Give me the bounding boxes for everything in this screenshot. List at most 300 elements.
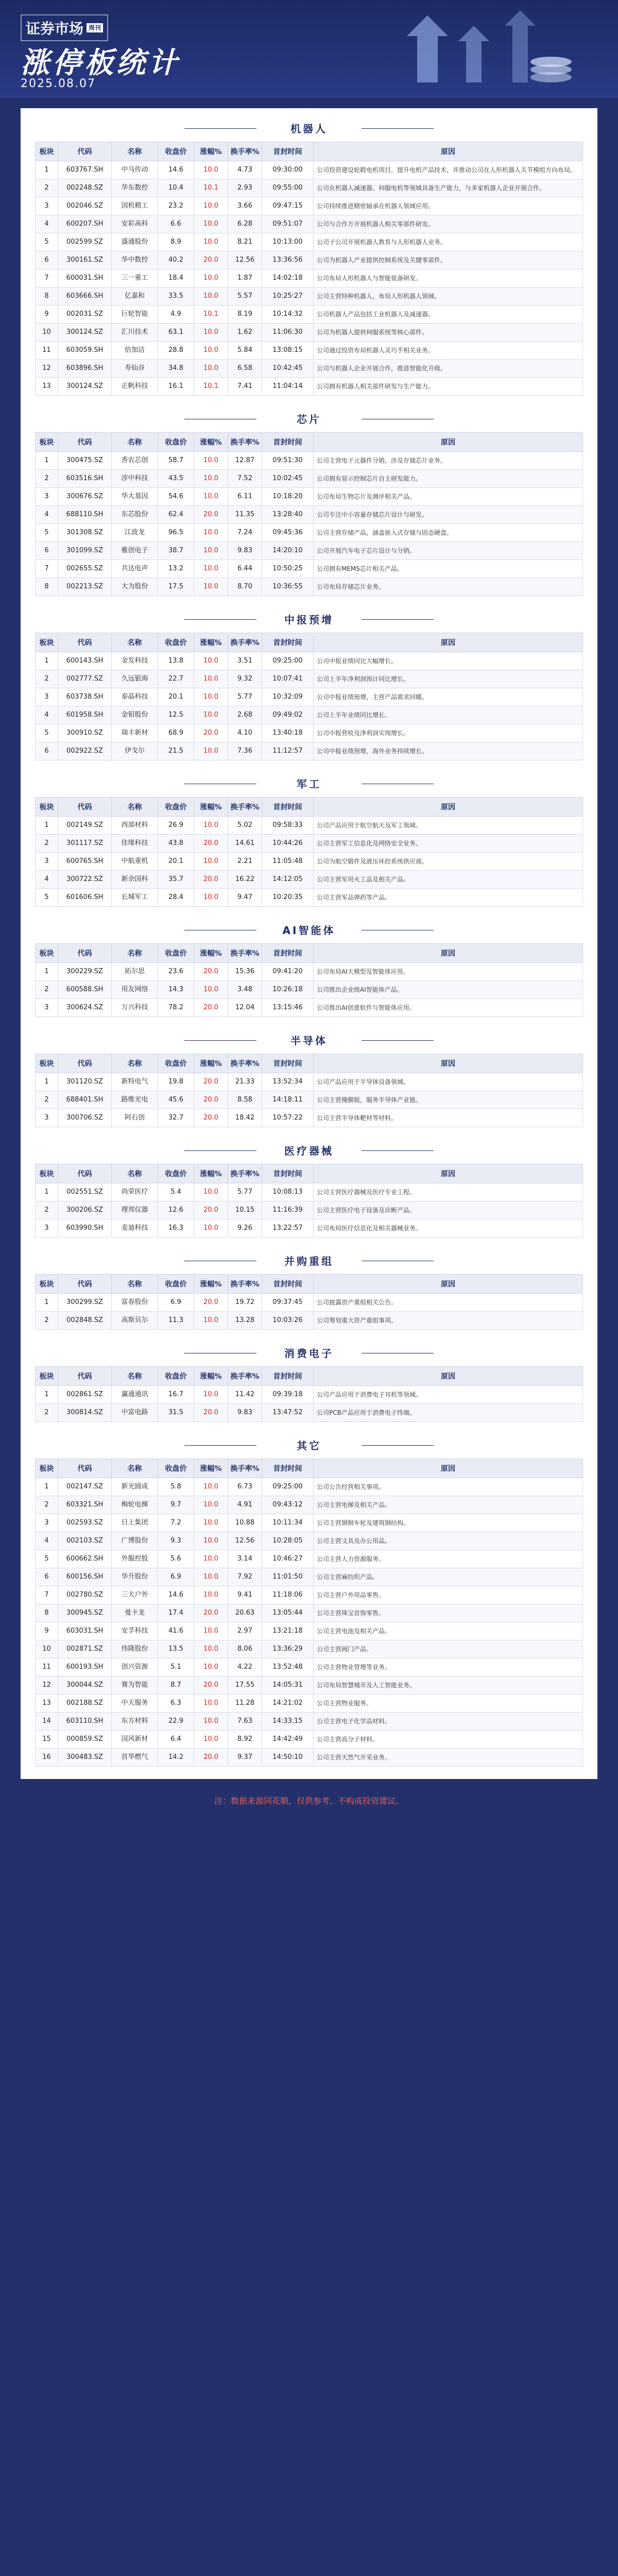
column-header: 换手率% — [228, 1054, 262, 1073]
change-pct: 10.0 — [194, 1183, 228, 1201]
table-row — [36, 853, 583, 871]
stock-name: 正帆科技 — [112, 378, 158, 396]
close-price: 32.7 — [158, 1109, 194, 1127]
first-seal-time: 14:42:49 — [262, 1731, 314, 1749]
stock-name: 曼卡龙 — [112, 1604, 158, 1622]
stock-name: 东芯股份 — [112, 506, 158, 524]
stock-code: 002655.SZ — [58, 560, 112, 578]
stock-code: 300706.SZ — [58, 1109, 112, 1127]
stock-code: 300206.SZ — [58, 1201, 112, 1219]
stock-name: 高斯贝尔 — [112, 1312, 158, 1330]
reason-text: 公司推出企业级AI智能体产品。 — [314, 981, 583, 999]
stock-code: 002780.SZ — [58, 1586, 112, 1604]
close-price: 6.9 — [158, 1294, 194, 1312]
table-row — [36, 1073, 583, 1091]
reason-text: 公司主营户外用品零售。 — [314, 1586, 583, 1604]
table-header-row — [36, 1275, 583, 1294]
stock-name: 中富电路 — [112, 1404, 158, 1422]
stock-name: 伊戈尔 — [112, 742, 158, 760]
change-pct: 20.0 — [194, 1749, 228, 1767]
stock-name: 寿仙谷 — [112, 360, 158, 378]
turnover-rate: 11.42 — [228, 1386, 262, 1404]
reason-text: 公司公告经营相关事项。 — [314, 1478, 583, 1496]
change-pct: 20.0 — [194, 1073, 228, 1091]
reason-text: 公司中报业绩预增，海外业务持续增长。 — [314, 742, 583, 760]
turnover-rate: 5.84 — [228, 342, 262, 360]
table-row — [36, 1514, 583, 1532]
table-row — [36, 215, 583, 233]
turnover-rate: 9.32 — [228, 670, 262, 688]
change-pct: 10.0 — [194, 670, 228, 688]
turnover-rate: 2.97 — [228, 1622, 262, 1640]
table-row — [36, 1386, 583, 1404]
limit-up-table — [35, 633, 583, 760]
table-row — [36, 652, 583, 670]
reason-text: 公司开展汽车电子芯片设计与分销。 — [314, 542, 583, 560]
turnover-rate: 9.37 — [228, 1749, 262, 1767]
turnover-rate: 12.04 — [228, 999, 262, 1017]
stock-name: 巨轮智能 — [112, 306, 158, 324]
table-row — [36, 1568, 583, 1586]
first-seal-time: 14:20:10 — [262, 542, 314, 560]
change-pct: 10.0 — [194, 269, 228, 287]
row-index: 1 — [36, 1183, 58, 1201]
section-block — [35, 605, 583, 760]
column-header: 首封时间 — [262, 944, 314, 963]
column-header: 名称 — [112, 1275, 158, 1294]
turnover-rate: 4.10 — [228, 724, 262, 742]
column-header: 代码 — [58, 1459, 112, 1478]
row-index: 3 — [36, 1109, 58, 1127]
table-header-row — [36, 633, 583, 652]
column-header: 名称 — [112, 1459, 158, 1478]
change-pct: 10.0 — [194, 488, 228, 506]
close-price: 54.6 — [158, 488, 194, 506]
column-header: 代码 — [58, 1367, 112, 1386]
change-pct: 10.0 — [194, 1386, 228, 1404]
turnover-rate: 8.19 — [228, 306, 262, 324]
close-price: 22.9 — [158, 1713, 194, 1731]
reason-text: 公司筹划重大资产重组事项。 — [314, 1312, 583, 1330]
table-row — [36, 1219, 583, 1238]
stock-name: 理邦仪器 — [112, 1201, 158, 1219]
table-row — [36, 251, 583, 269]
column-header: 收盘价 — [158, 1275, 194, 1294]
first-seal-time: 14:12:05 — [262, 871, 314, 889]
logo — [21, 14, 108, 41]
turnover-rate: 9.26 — [228, 1219, 262, 1238]
reason-text: 公司在机器人减速器、伺服电机等领域具备生产能力，与多家机器人企业开展合作。 — [314, 179, 583, 197]
first-seal-time: 11:05:48 — [262, 853, 314, 871]
change-pct: 10.0 — [194, 1532, 228, 1550]
section-title: 其它 — [35, 1431, 583, 1459]
row-index: 1 — [36, 963, 58, 981]
stock-code: 002551.SZ — [58, 1183, 112, 1201]
stock-code: 002593.SZ — [58, 1514, 112, 1532]
reason-text: 公司产品应用于消费电子耳机等领域。 — [314, 1386, 583, 1404]
column-header: 板块 — [36, 1459, 58, 1478]
close-price: 14.2 — [158, 1749, 194, 1767]
table-header-row — [36, 798, 583, 817]
table-row — [36, 1496, 583, 1514]
row-index: 1 — [36, 817, 58, 835]
change-pct: 10.0 — [194, 706, 228, 724]
column-header: 首封时间 — [262, 1054, 314, 1073]
table-row — [36, 688, 583, 706]
stock-code: 600207.SH — [58, 215, 112, 233]
stock-code: 300475.SZ — [58, 452, 112, 470]
arrow-icon — [407, 15, 448, 82]
stock-name: 新光圆成 — [112, 1478, 158, 1496]
turnover-rate: 10.88 — [228, 1514, 262, 1532]
change-pct: 10.0 — [194, 542, 228, 560]
stock-name: 西部材料 — [112, 817, 158, 835]
column-header: 板块 — [36, 1275, 58, 1294]
row-index: 9 — [36, 1622, 58, 1640]
turnover-rate: 17.55 — [228, 1676, 262, 1694]
first-seal-time: 13:22:57 — [262, 1219, 314, 1238]
reason-text: 公司推出AI创意软件与智能体应用。 — [314, 999, 583, 1017]
section-title: 军工 — [35, 770, 583, 797]
column-header: 板块 — [36, 1164, 58, 1183]
table-row — [36, 889, 583, 907]
stock-name: 金钼股份 — [112, 706, 158, 724]
stock-code: 603896.SH — [58, 360, 112, 378]
close-price: 38.7 — [158, 542, 194, 560]
column-header: 名称 — [112, 433, 158, 452]
stock-code: 300124.SZ — [58, 378, 112, 396]
first-seal-time: 10:07:41 — [262, 670, 314, 688]
stock-code: 300161.SZ — [58, 251, 112, 269]
change-pct: 20.0 — [194, 1201, 228, 1219]
row-index: 12 — [36, 1676, 58, 1694]
change-pct: 10.0 — [194, 688, 228, 706]
close-price: 4.9 — [158, 306, 194, 324]
section-title: 机器人 — [35, 114, 583, 142]
row-index: 3 — [36, 1514, 58, 1532]
row-index: 1 — [36, 161, 58, 179]
turnover-rate: 12.56 — [228, 251, 262, 269]
change-pct: 20.0 — [194, 1676, 228, 1694]
turnover-rate: 11.28 — [228, 1694, 262, 1713]
first-seal-time: 09:39:18 — [262, 1386, 314, 1404]
stock-name: 中马传动 — [112, 161, 158, 179]
change-pct: 20.0 — [194, 724, 228, 742]
stock-name: 三夫户外 — [112, 1586, 158, 1604]
stock-code: 002149.SZ — [58, 817, 112, 835]
section-block — [35, 1137, 583, 1238]
column-header: 换手率% — [228, 1459, 262, 1478]
stock-code: 002248.SZ — [58, 179, 112, 197]
column-header: 名称 — [112, 1164, 158, 1183]
stock-name: 国机精工 — [112, 197, 158, 215]
change-pct: 10.1 — [194, 378, 228, 396]
stock-name: 久远银海 — [112, 670, 158, 688]
row-index: 9 — [36, 306, 58, 324]
reason-text: 公司主营半导体靶材等材料。 — [314, 1109, 583, 1127]
table-row — [36, 1294, 583, 1312]
column-header: 名称 — [112, 1054, 158, 1073]
stock-code: 301099.SZ — [58, 542, 112, 560]
change-pct: 10.0 — [194, 161, 228, 179]
first-seal-time: 11:18:06 — [262, 1586, 314, 1604]
stock-code: 603990.SH — [58, 1219, 112, 1238]
row-index: 3 — [36, 488, 58, 506]
reason-text: 公司投资建设轮毂电机项目，提升电机产品技术，并推动公司在人形机器人关节模组方向布局。 — [314, 161, 583, 179]
row-index: 1 — [36, 1073, 58, 1091]
first-seal-time: 10:14:32 — [262, 306, 314, 324]
limit-up-table — [35, 943, 583, 1017]
turnover-rate: 6.28 — [228, 215, 262, 233]
table-row — [36, 1586, 583, 1604]
change-pct: 10.0 — [194, 342, 228, 360]
reason-text: 公司持续推进精密轴承在机器人领域应用。 — [314, 197, 583, 215]
turnover-rate: 21.33 — [228, 1073, 262, 1091]
row-index: 5 — [36, 524, 58, 542]
stock-name: 伟隆股份 — [112, 1640, 158, 1658]
stock-code: 002848.SZ — [58, 1312, 112, 1330]
reason-text: 公司主营物业管理等业务。 — [314, 1658, 583, 1676]
column-header: 代码 — [58, 1054, 112, 1073]
row-index: 15 — [36, 1731, 58, 1749]
change-pct: 10.1 — [194, 179, 228, 197]
first-seal-time: 10:13:00 — [262, 233, 314, 251]
first-seal-time: 14:02:18 — [262, 269, 314, 287]
first-seal-time: 10:11:34 — [262, 1514, 314, 1532]
close-price: 23.2 — [158, 197, 194, 215]
stock-code: 002871.SZ — [58, 1640, 112, 1658]
table-row — [36, 197, 583, 215]
row-index: 7 — [36, 269, 58, 287]
stock-name: 安彩高科 — [112, 215, 158, 233]
table-row — [36, 1091, 583, 1109]
turnover-rate: 6.73 — [228, 1478, 262, 1496]
table-row — [36, 1478, 583, 1496]
table-row — [36, 742, 583, 760]
change-pct: 20.0 — [194, 1294, 228, 1312]
turnover-rate: 6.58 — [228, 360, 262, 378]
close-price: 6.3 — [158, 1694, 194, 1713]
first-seal-time: 10:26:18 — [262, 981, 314, 999]
stock-name: 三一重工 — [112, 269, 158, 287]
stock-name: 共达电声 — [112, 560, 158, 578]
change-pct: 20.0 — [194, 871, 228, 889]
stock-name: 广博股份 — [112, 1532, 158, 1550]
first-seal-time: 10:32:09 — [262, 688, 314, 706]
column-header: 涨幅% — [194, 142, 228, 161]
stock-code: 301120.SZ — [58, 1073, 112, 1091]
column-header: 换手率% — [228, 1275, 262, 1294]
turnover-rate: 7.24 — [228, 524, 262, 542]
column-header: 代码 — [58, 944, 112, 963]
column-header: 首封时间 — [262, 1367, 314, 1386]
first-seal-time: 13:21:18 — [262, 1622, 314, 1640]
close-price: 9.7 — [158, 1496, 194, 1514]
row-index: 10 — [36, 1640, 58, 1658]
turnover-rate: 1.62 — [228, 324, 262, 342]
table-row — [36, 999, 583, 1017]
first-seal-time: 14:33:15 — [262, 1713, 314, 1731]
change-pct: 20.0 — [194, 1404, 228, 1422]
stock-name: 大为股份 — [112, 578, 158, 596]
change-pct: 10.0 — [194, 360, 228, 378]
stock-code: 603767.SH — [58, 161, 112, 179]
table-row — [36, 360, 583, 378]
stock-code: 600193.SH — [58, 1658, 112, 1676]
change-pct: 10.0 — [194, 853, 228, 871]
arrow-icon — [505, 10, 536, 82]
change-pct: 10.0 — [194, 817, 228, 835]
column-header: 名称 — [112, 1367, 158, 1386]
column-header: 代码 — [58, 633, 112, 652]
stock-code: 002777.SZ — [58, 670, 112, 688]
row-index: 3 — [36, 1219, 58, 1238]
stock-code: 301308.SZ — [58, 524, 112, 542]
reason-text: 公司主营人力资源服务。 — [314, 1550, 583, 1568]
change-pct: 10.0 — [194, 197, 228, 215]
first-seal-time: 09:51:07 — [262, 215, 314, 233]
stock-code: 603738.SH — [58, 688, 112, 706]
first-seal-time: 11:01:50 — [262, 1568, 314, 1586]
first-seal-time: 13:05:44 — [262, 1604, 314, 1622]
stock-name: 中航重机 — [112, 853, 158, 871]
turnover-rate: 4.91 — [228, 1496, 262, 1514]
close-price: 43.8 — [158, 835, 194, 853]
table-row — [36, 1731, 583, 1749]
first-seal-time: 10:28:05 — [262, 1532, 314, 1550]
first-seal-time: 10:08:13 — [262, 1183, 314, 1201]
column-header: 代码 — [58, 1275, 112, 1294]
table-row — [36, 1713, 583, 1731]
stock-code: 300483.SZ — [58, 1749, 112, 1767]
change-pct: 10.0 — [194, 1312, 228, 1330]
column-header: 换手率% — [228, 1164, 262, 1183]
close-price: 26.9 — [158, 817, 194, 835]
reason-text: 公司主营珠宝首饰零售。 — [314, 1604, 583, 1622]
turnover-rate: 3.14 — [228, 1550, 262, 1568]
reason-text: 公司布局存储芯片业务。 — [314, 578, 583, 596]
change-pct: 10.0 — [194, 1496, 228, 1514]
column-header: 代码 — [58, 1164, 112, 1183]
table-row — [36, 1183, 583, 1201]
reason-text: 公司PCB产品应用于消费电子终端。 — [314, 1404, 583, 1422]
change-pct: 20.0 — [194, 506, 228, 524]
row-index: 2 — [36, 1312, 58, 1330]
stock-code: 300624.SZ — [58, 999, 112, 1017]
column-header: 涨幅% — [194, 1459, 228, 1478]
column-header: 换手率% — [228, 944, 262, 963]
column-header: 板块 — [36, 142, 58, 161]
column-header: 涨幅% — [194, 944, 228, 963]
first-seal-time: 13:36:29 — [262, 1640, 314, 1658]
close-price: 5.4 — [158, 1183, 194, 1201]
turnover-rate: 14.61 — [228, 835, 262, 853]
table-row — [36, 1694, 583, 1713]
reason-text: 公司布局生物芯片及测序相关产品。 — [314, 488, 583, 506]
close-price: 7.2 — [158, 1514, 194, 1532]
row-index: 2 — [36, 835, 58, 853]
close-price: 13.2 — [158, 560, 194, 578]
close-price: 78.2 — [158, 999, 194, 1017]
table-row — [36, 560, 583, 578]
column-header: 收盘价 — [158, 633, 194, 652]
stock-code: 300676.SZ — [58, 488, 112, 506]
column-header: 名称 — [112, 633, 158, 652]
reason-text: 公司主营麻纺织产品。 — [314, 1568, 583, 1586]
first-seal-time: 10:36:55 — [262, 578, 314, 596]
change-pct: 10.0 — [194, 524, 228, 542]
change-pct: 20.0 — [194, 1109, 228, 1127]
stock-name: 瀛通通讯 — [112, 1386, 158, 1404]
reason-text: 公司拥有MEMS芯片相关产品。 — [314, 560, 583, 578]
column-header: 原因 — [314, 1164, 583, 1183]
stock-code: 603666.SH — [58, 287, 112, 306]
row-index: 3 — [36, 197, 58, 215]
stock-name: 金发科技 — [112, 652, 158, 670]
change-pct: 10.0 — [194, 1713, 228, 1731]
close-price: 33.5 — [158, 287, 194, 306]
reason-text: 公司与机器人企业开展合作，推进智能化升级。 — [314, 360, 583, 378]
first-seal-time: 14:21:02 — [262, 1694, 314, 1713]
reason-text: 公司主营文具及办公用品。 — [314, 1532, 583, 1550]
close-price: 16.7 — [158, 1386, 194, 1404]
first-seal-time: 10:18:20 — [262, 488, 314, 506]
first-seal-time: 09:45:36 — [262, 524, 314, 542]
row-index: 13 — [36, 1694, 58, 1713]
change-pct: 10.0 — [194, 1550, 228, 1568]
change-pct: 10.0 — [194, 233, 228, 251]
row-index: 13 — [36, 378, 58, 396]
arrow-icon — [458, 26, 489, 82]
row-index: 2 — [36, 1091, 58, 1109]
column-header: 板块 — [36, 433, 58, 452]
change-pct: 20.0 — [194, 1091, 228, 1109]
column-header: 原因 — [314, 798, 583, 817]
close-price: 20.1 — [158, 853, 194, 871]
change-pct: 10.0 — [194, 1622, 228, 1640]
column-header: 首封时间 — [262, 633, 314, 652]
close-price: 58.7 — [158, 452, 194, 470]
stock-code: 600156.SH — [58, 1568, 112, 1586]
change-pct: 10.0 — [194, 287, 228, 306]
table-row — [36, 578, 583, 596]
reason-text: 公司上半年业绩同比增长。 — [314, 706, 583, 724]
first-seal-time: 09:43:12 — [262, 1496, 314, 1514]
turnover-rate: 4.73 — [228, 161, 262, 179]
turnover-rate: 13.28 — [228, 1312, 262, 1330]
stock-name: 泰晶科技 — [112, 688, 158, 706]
stock-code: 300814.SZ — [58, 1404, 112, 1422]
stock-name: 阿石创 — [112, 1109, 158, 1127]
first-seal-time: 09:25:00 — [262, 652, 314, 670]
table-row — [36, 981, 583, 999]
row-index: 2 — [36, 470, 58, 488]
page-date: 2025.08.07 — [21, 77, 96, 90]
change-pct: 10.1 — [194, 306, 228, 324]
close-price: 45.6 — [158, 1091, 194, 1109]
first-seal-time: 09:25:00 — [262, 1478, 314, 1496]
table-header-row — [36, 142, 583, 161]
row-index: 4 — [36, 871, 58, 889]
column-header: 换手率% — [228, 433, 262, 452]
first-seal-time: 09:55:00 — [262, 179, 314, 197]
row-index: 1 — [36, 1386, 58, 1404]
column-header: 原因 — [314, 1275, 583, 1294]
column-header: 收盘价 — [158, 798, 194, 817]
change-pct: 20.0 — [194, 251, 228, 269]
row-index: 5 — [36, 1550, 58, 1568]
first-seal-time: 13:28:40 — [262, 506, 314, 524]
